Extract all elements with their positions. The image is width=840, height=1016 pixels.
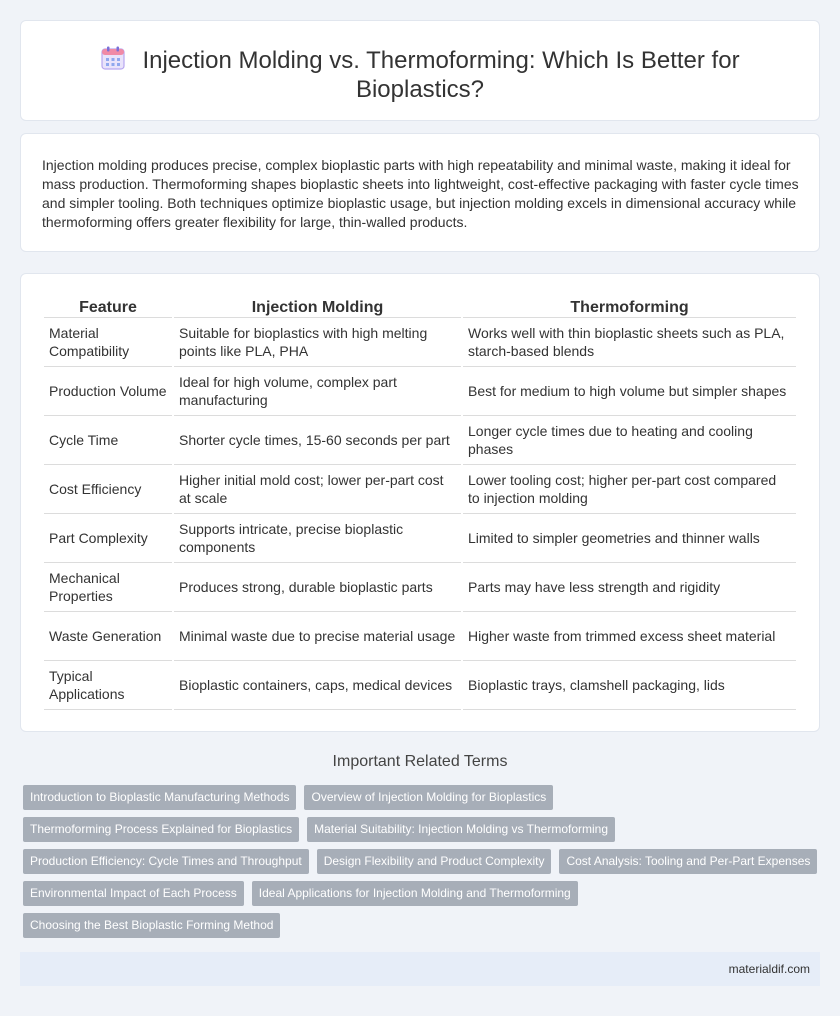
footer-site-link[interactable]: materialdif.com bbox=[728, 962, 810, 976]
table-row bbox=[44, 318, 796, 367]
related-term-tag[interactable]: Overview of Injection Molding for Bioplastics bbox=[304, 785, 553, 810]
related-term-tag[interactable]: Thermoforming Process Explained for Bioplastics bbox=[23, 817, 299, 842]
footer bbox=[20, 952, 820, 986]
injection-cell: Higher initial mold cost; lower per-part cost at scale bbox=[174, 465, 461, 514]
related-term-tag[interactable]: Production Efficiency: Cycle Times and Throughput bbox=[23, 849, 309, 874]
tag-row bbox=[23, 913, 823, 938]
related-term-tag[interactable]: Ideal Applications for Injection Molding and Thermoforming bbox=[252, 881, 578, 906]
thermoforming-cell: Best for medium to high volume but simpler shapes bbox=[463, 367, 796, 416]
title-line-1: Injection Molding vs. Thermoforming: Which Is Better for bbox=[142, 47, 740, 74]
thermoforming-cell: Bioplastic trays, clamshell packaging, lids bbox=[463, 661, 796, 710]
thermoforming-cell: Parts may have less strength and rigidity bbox=[463, 563, 796, 612]
tag-row bbox=[23, 817, 823, 842]
injection-cell: Suitable for bioplastics with high melting points like PLA, PHA bbox=[174, 318, 461, 367]
related-term-tag[interactable]: Introduction to Bioplastic Manufacturing Methods bbox=[23, 785, 296, 810]
calendar-icon bbox=[100, 45, 126, 71]
thermoforming-cell: Limited to simpler geometries and thinner walls bbox=[463, 514, 796, 563]
header-thermoforming: Thermoforming bbox=[463, 296, 796, 318]
table-row bbox=[44, 514, 796, 563]
thermoforming-cell: Lower tooling cost; higher per-part cost compared to injection molding bbox=[463, 465, 796, 514]
header-injection-molding: Injection Molding bbox=[174, 296, 461, 318]
related-terms-list bbox=[23, 785, 823, 945]
injection-cell: Bioplastic containers, caps, medical devices bbox=[174, 661, 461, 710]
thermoforming-cell: Works well with thin bioplastic sheets such as PLA, starch-based blends bbox=[463, 318, 796, 367]
thermoforming-cell: Higher waste from trimmed excess sheet material bbox=[463, 612, 796, 661]
table-row bbox=[44, 367, 796, 416]
related-term-tag[interactable]: Choosing the Best Bioplastic Forming Method bbox=[23, 913, 280, 938]
table-row bbox=[44, 416, 796, 465]
tag-row bbox=[23, 881, 823, 906]
feature-cell: Cost Efficiency bbox=[44, 465, 172, 514]
table-row bbox=[44, 612, 796, 661]
feature-cell: Production Volume bbox=[44, 367, 172, 416]
tag-row bbox=[23, 785, 823, 810]
table-row bbox=[44, 563, 796, 612]
table-row bbox=[44, 465, 796, 514]
page-title bbox=[21, 45, 819, 104]
injection-cell: Produces strong, durable bioplastic parts bbox=[174, 563, 461, 612]
comparison-table bbox=[42, 296, 798, 710]
feature-cell: Part Complexity bbox=[44, 514, 172, 563]
thermoforming-cell: Longer cycle times due to heating and cooling phases bbox=[463, 416, 796, 465]
injection-cell: Minimal waste due to precise material usage bbox=[174, 612, 461, 661]
table-row bbox=[44, 661, 796, 710]
title-line-2: Bioplastics? bbox=[355, 76, 485, 103]
related-terms-heading: Important Related Terms bbox=[332, 753, 508, 770]
feature-cell: Typical Applications bbox=[44, 661, 172, 710]
related-term-tag[interactable]: Design Flexibility and Product Complexity bbox=[317, 849, 552, 874]
related-term-tag[interactable]: Cost Analysis: Tooling and Per-Part Expenses bbox=[559, 849, 817, 874]
injection-cell: Ideal for high volume, complex part manufacturing bbox=[174, 367, 461, 416]
injection-cell: Supports intricate, precise bioplastic components bbox=[174, 514, 461, 563]
injection-cell: Shorter cycle times, 15-60 seconds per part bbox=[174, 416, 461, 465]
intro-paragraph: Injection molding produces precise, complex bioplastic parts with high repeatability and minimal waste, making it ideal for mass production. Thermoforming shapes bioplastic sheets into lightweight, cost-effective packaging with faster cycle times and simpler tooling. Both techniques optimize bioplastic usage, but injection molding excels in dimensional accuracy while thermoforming offers greater flexibility for large, thin-walled products. bbox=[42, 157, 799, 230]
related-term-tag[interactable]: Environmental Impact of Each Process bbox=[23, 881, 244, 906]
header-feature: Feature bbox=[44, 296, 172, 318]
tag-row bbox=[23, 849, 823, 874]
intro-card bbox=[20, 133, 820, 252]
feature-cell: Material Compatibility bbox=[44, 318, 172, 367]
comparison-card bbox=[20, 273, 820, 732]
title-card bbox=[20, 20, 820, 121]
table-header-row bbox=[44, 296, 796, 318]
related-term-tag[interactable]: Material Suitability: Injection Molding vs Thermoforming bbox=[307, 817, 615, 842]
feature-cell: Cycle Time bbox=[44, 416, 172, 465]
feature-cell: Waste Generation bbox=[44, 612, 172, 661]
feature-cell: Mechanical Properties bbox=[44, 563, 172, 612]
